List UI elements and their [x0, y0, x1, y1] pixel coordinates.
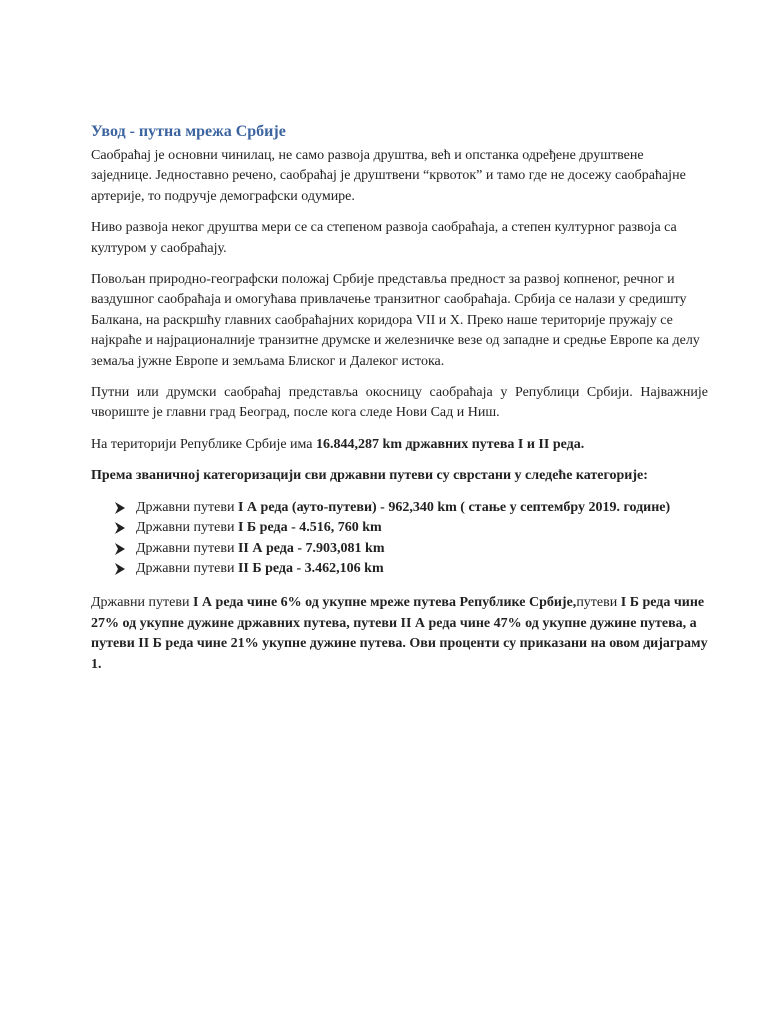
arrowhead-bullet-icon [115, 543, 125, 555]
list-item-text: Државни путеви [136, 540, 238, 556]
paragraph-5-text: На територији Републике Србије има [91, 436, 317, 452]
list-item-text: Државни путеви [136, 499, 238, 515]
paragraph-2: Ниво развоја неког друштва мери се са степеном развоја саобраћаја, а степен културног развоја са културом у саобраћају. [91, 220, 677, 256]
paragraph-7-text-a: Државни путеви [91, 595, 193, 611]
paragraph-4: Путни или друмски саобраћај представља окосницу саобраћаја у Републици Србији. Најважније чвориште је главни град Београд, после кога следе Нови Сад и Ниш. [91, 385, 708, 421]
list-item [115, 559, 708, 579]
list-item-text: Државни путеви [136, 520, 238, 536]
arrowhead-bullet-icon [115, 563, 125, 575]
list-item [115, 539, 708, 559]
list-item-bold: II А реда - 7.903,081 km [237, 540, 385, 556]
list-item-bold: II Б реда - 3.462,106 km [237, 560, 384, 576]
section-heading: Увод - путна мрежа Србије [91, 123, 286, 140]
paragraph-6-bold: Према званичној категоризацији сви државни путеви су сврстани у следеће категорије: [91, 468, 648, 484]
paragraph-5 [91, 435, 708, 455]
paragraph-1: Саобраћај је основни чинилац, не само развоја друштва, већ и опстанка одређене друштвене заједнице. Једноставно речено, саобраћај је друштвени “крвоток” и тамо где не досежу саобраћајне артерије, то подручје демографски одумире. [91, 148, 686, 204]
list-item-bold: I Б реда - 4.516, 760 km [237, 520, 382, 536]
paragraph-7 [91, 593, 708, 675]
list-item-bold: I А реда (ауто-путеви) - 962,340 km ( стање у септембру 2019. године) [237, 499, 671, 515]
paragraph-7-bold-d: I Б реда чине 27% од укупне дужине државних путева, путеви II А реда чине 47% од укупне дужине путева, а путеви II Б реда чине 21% укупне дужине путева. Ови проценти су приказани на овом дијаграму 1. [91, 595, 708, 672]
paragraph-7-text-c: путеви [576, 595, 621, 611]
category-list [91, 498, 708, 580]
list-item-text: Државни путеви [136, 560, 238, 576]
list-item [115, 498, 708, 518]
arrowhead-bullet-icon [115, 522, 125, 534]
paragraph-3: Повољан природно-географски положај Србије представља предност за развој копненог, речног и ваздушног саобраћаја и омогућава привлачење транзитног саобраћаја. Србија се налази у средишту Балкана, на раскршћу главних саобраћајних коридора VII и X. Преко наше територије пружају се најкраће и најрационалније транзитне друмске и железничке везе од западне и средње Европе ка делу земаља јужне Европе и земљама Блиског и Далеког истока. [91, 272, 700, 369]
paragraph-6 [91, 466, 708, 486]
paragraph-7-bold-b: I А реда чине 6% од укупне мреже путева Републике Србије, [192, 595, 577, 611]
arrowhead-bullet-icon [115, 502, 125, 514]
list-item [115, 518, 708, 538]
paragraph-5-bold: 16.844,287 km државних путева I и II реда. [316, 436, 585, 452]
